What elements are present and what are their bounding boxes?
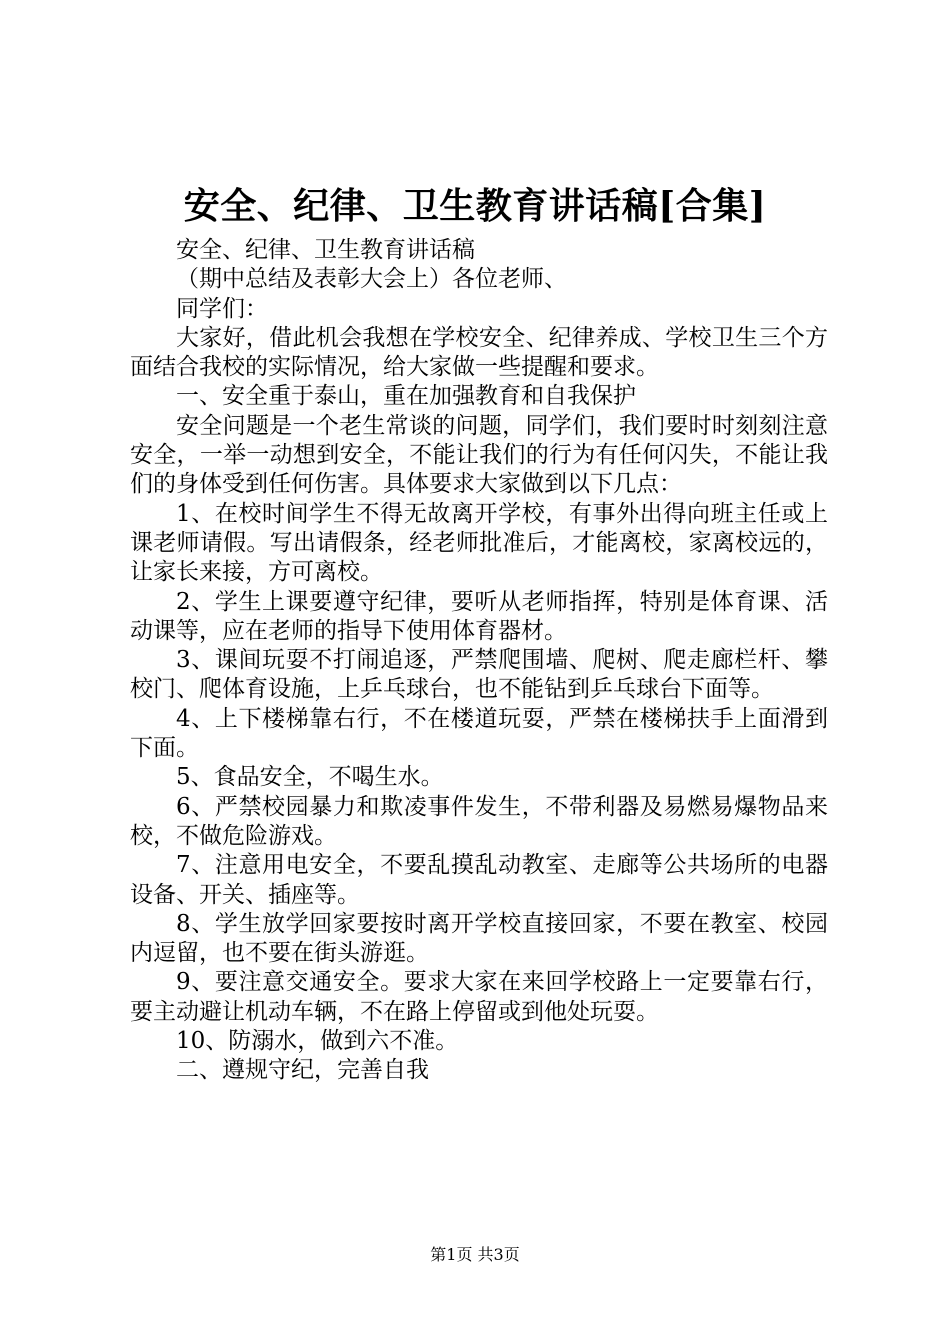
list-item: 4、上下楼梯靠右行，不在楼道玩耍，严禁在楼梯扶手上面滑到下面。 (130, 705, 828, 762)
paragraph: 安全问题是一个老生常谈的问题，同学们，我们要时时刻刻注意安全，一举一动想到安全，不能让我们的行为有任何闪失，不能让我们的身体受到任何伤害。具体要求大家做到以下几点： (130, 412, 828, 498)
paragraph: 同学们： (176, 295, 268, 322)
list-item: 3、课间玩耍不打闹追逐，严禁爬围墙、爬树、爬走廊栏杆、攀校门、爬体育设施，上乒乓球台，也不能钻到乒乓球台下面等。 (130, 647, 828, 703)
section-heading: 一、安全重于泰山，重在加强教育和自我保护 (176, 383, 636, 410)
list-item: 8、学生放学回家要按时离开学校直接回家，不要在教室、校园内逗留，也不要在街头游逛。 (130, 910, 828, 967)
document-body (130, 236, 828, 1086)
paragraph: 安全、纪律、卫生教育讲话稿 (176, 237, 475, 263)
list-item: 10、防溺水，做到六不准。 (176, 1028, 459, 1055)
list-item: 2、学生上课要遵守纪律，要听从老师指挥，特别是体育课、活动课等，应在老师的指导下使用体育器材。 (130, 588, 828, 644)
list-item: 7、注意用电安全，不要乱摸乱动教室、走廊等公共场所的电器设备、开关、插座等。 (130, 852, 828, 908)
section-heading: 二、遵规守纪，完善自我 (176, 1057, 429, 1084)
paragraph: 大家好，借此机会我想在学校安全、纪律养成、学校卫生三个方面结合我校的实际情况，给大家做一些提醒和要求。 (130, 324, 828, 381)
paragraph: （期中总结及表彰大会上）各位老师、 (176, 266, 567, 293)
list-item: 1、在校时间学生不得无故离开学校，有事外出得向班主任或上课老师请假。写出请假条，经老师批准后，才能离校，家离校远的，让家长来接，方可离校。 (130, 500, 828, 586)
document-title: 安全、纪律、卫生教育讲话稿[合集] (183, 185, 767, 227)
list-item: 6、严禁校园暴力和欺凌事件发生，不带利器及易燃易爆物品来校，不做危险游戏。 (130, 793, 828, 849)
page-number-footer: 第1页 共3页 (430, 1245, 520, 1264)
list-item: 9、要注意交通安全。要求大家在来回学校路上一定要靠右行，要主动避让机动车辆，不在路上停留或到他处玩耍。 (130, 969, 828, 1025)
list-item: 5、食品安全，不喝生水。 (176, 764, 444, 791)
